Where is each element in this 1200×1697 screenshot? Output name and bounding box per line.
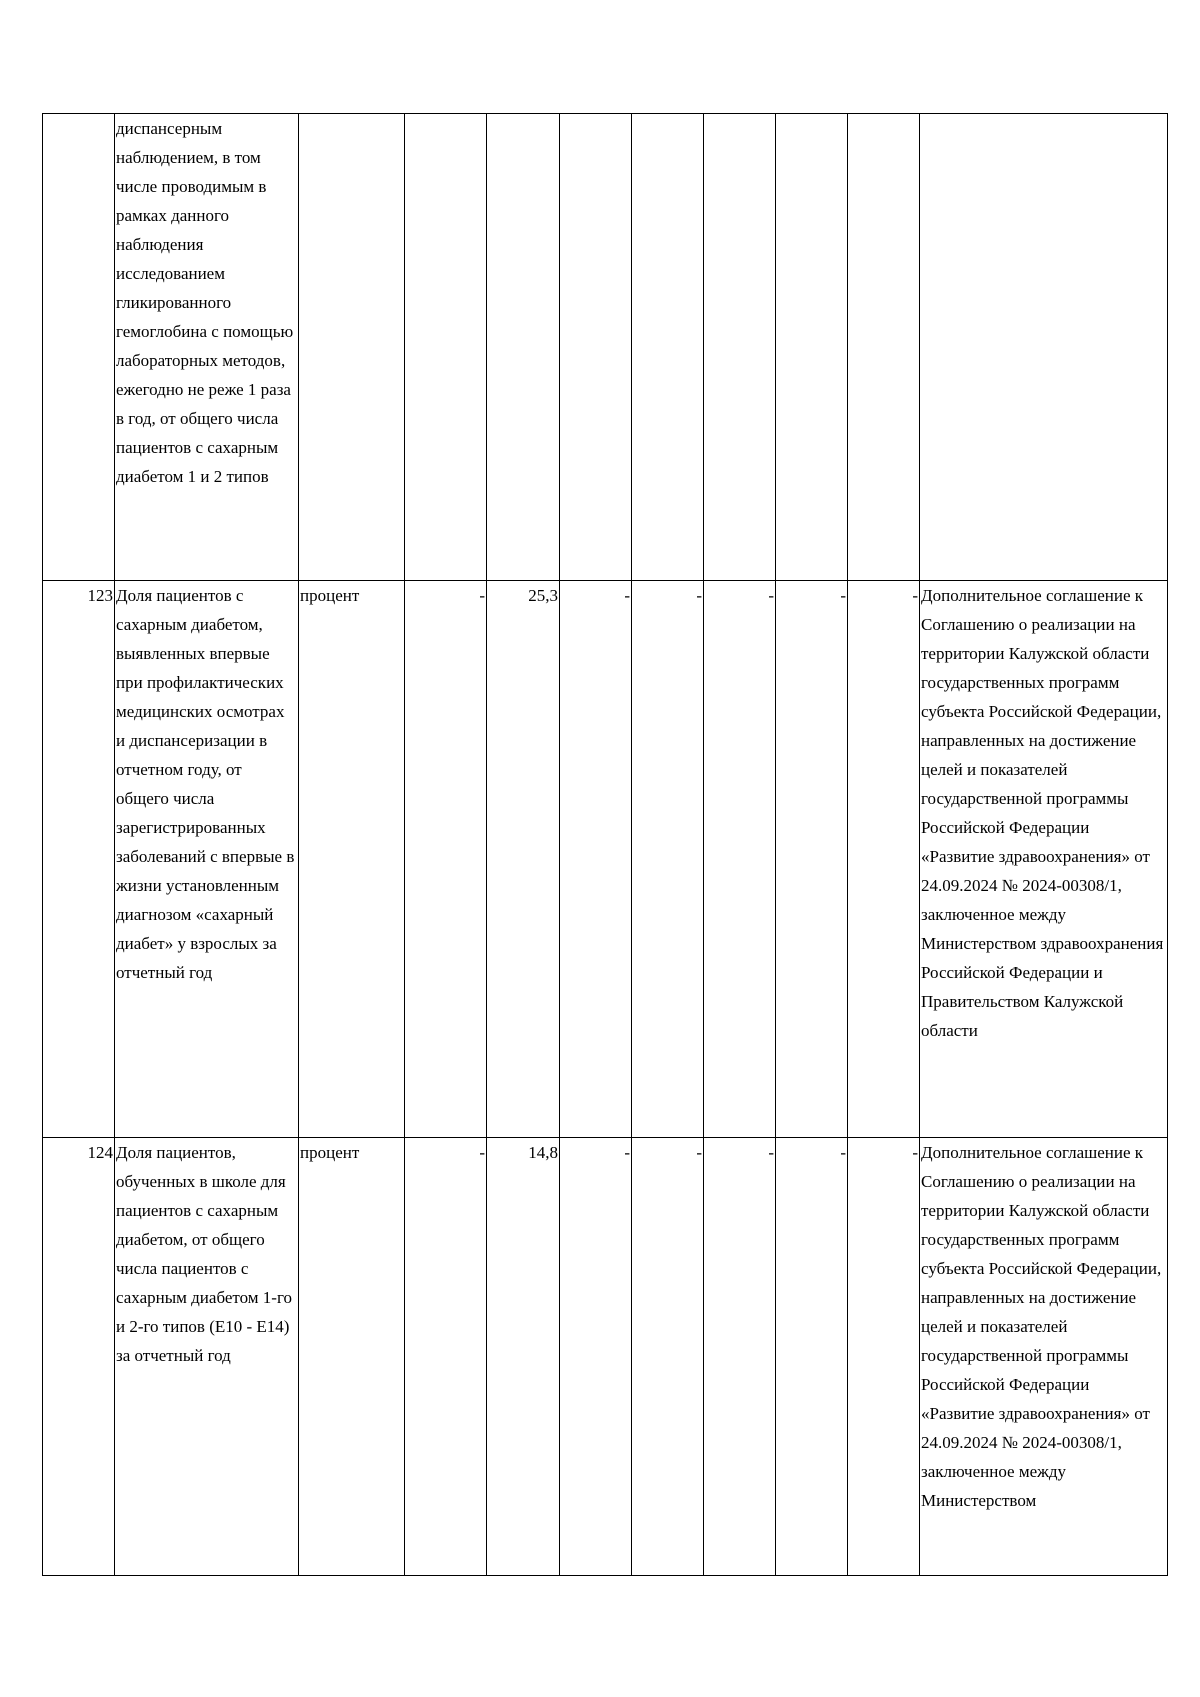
year-1-cell: - (560, 1138, 632, 1576)
row-number-cell: 123 (43, 581, 115, 1138)
unit-cell: процент (299, 1138, 405, 1576)
value-cell: 25,3 (487, 581, 560, 1138)
value-cell (487, 114, 560, 581)
unit-cell: процент (299, 581, 405, 1138)
indicator-name-cell: Доля пациентов с сахарным диабетом, выявленных впервые при профилактических медицинских осмотрах и диспансеризации в отчетном году, от общего числа зарегистрированных заболеваний с впервые в жизни установленным диагнозом «сахарный диабет» у взрослых за отчетный год (115, 581, 299, 1138)
year-3-cell (704, 114, 776, 581)
row-number-cell (43, 114, 115, 581)
year-2-cell: - (632, 581, 704, 1138)
year-1-cell: - (560, 581, 632, 1138)
year-5-cell: - (848, 1138, 920, 1576)
year-1-cell (560, 114, 632, 581)
base-value-cell: - (405, 1138, 487, 1576)
source-document-cell: Дополнительное соглашение к Соглашению о реализации на территории Калужской области государственных программ субъекта Российской Федерации, направленных на достижение целей и показателей государственной программы Российской Федерации «Развитие здравоохранения» от 24.09.2024 № 2024-00308/1, заключенное между Министерством (920, 1138, 1168, 1576)
year-2-cell: - (632, 1138, 704, 1576)
indicators-table (42, 113, 1168, 1576)
indicator-name-cell: диспансерным наблюдением, в том числе проводимым в рамках данного наблюдения исследованием гликированного гемоглобина с помощью лабораторных методов, ежегодно не реже 1 раза в год, от общего числа пациентов с сахарным диабетом 1 и 2 типов (115, 114, 299, 581)
table-row (43, 1138, 1168, 1576)
source-document-cell (920, 114, 1168, 581)
year-5-cell: - (848, 581, 920, 1138)
year-4-cell: - (776, 1138, 848, 1576)
value-cell: 14,8 (487, 1138, 560, 1576)
year-5-cell (848, 114, 920, 581)
year-3-cell: - (704, 1138, 776, 1576)
row-number-cell: 124 (43, 1138, 115, 1576)
year-4-cell (776, 114, 848, 581)
indicator-name-cell: Доля пациентов, обученных в школе для пациентов с сахарным диабетом, от общего числа пациентов с сахарным диабетом 1-го и 2-го типов (E10 - E14) за отчетный год (115, 1138, 299, 1576)
year-2-cell (632, 114, 704, 581)
table-row (43, 114, 1168, 581)
unit-cell (299, 114, 405, 581)
table-row (43, 581, 1168, 1138)
base-value-cell (405, 114, 487, 581)
source-document-cell: Дополнительное соглашение к Соглашению о реализации на территории Калужской области государственных программ субъекта Российской Федерации, направленных на достижение целей и показателей государственной программы Российской Федерации «Развитие здравоохранения» от 24.09.2024 № 2024-00308/1, заключенное между Министерством здравоохранения Российской Федерации и Правительством Калужской области (920, 581, 1168, 1138)
year-3-cell: - (704, 581, 776, 1138)
base-value-cell: - (405, 581, 487, 1138)
year-4-cell: - (776, 581, 848, 1138)
